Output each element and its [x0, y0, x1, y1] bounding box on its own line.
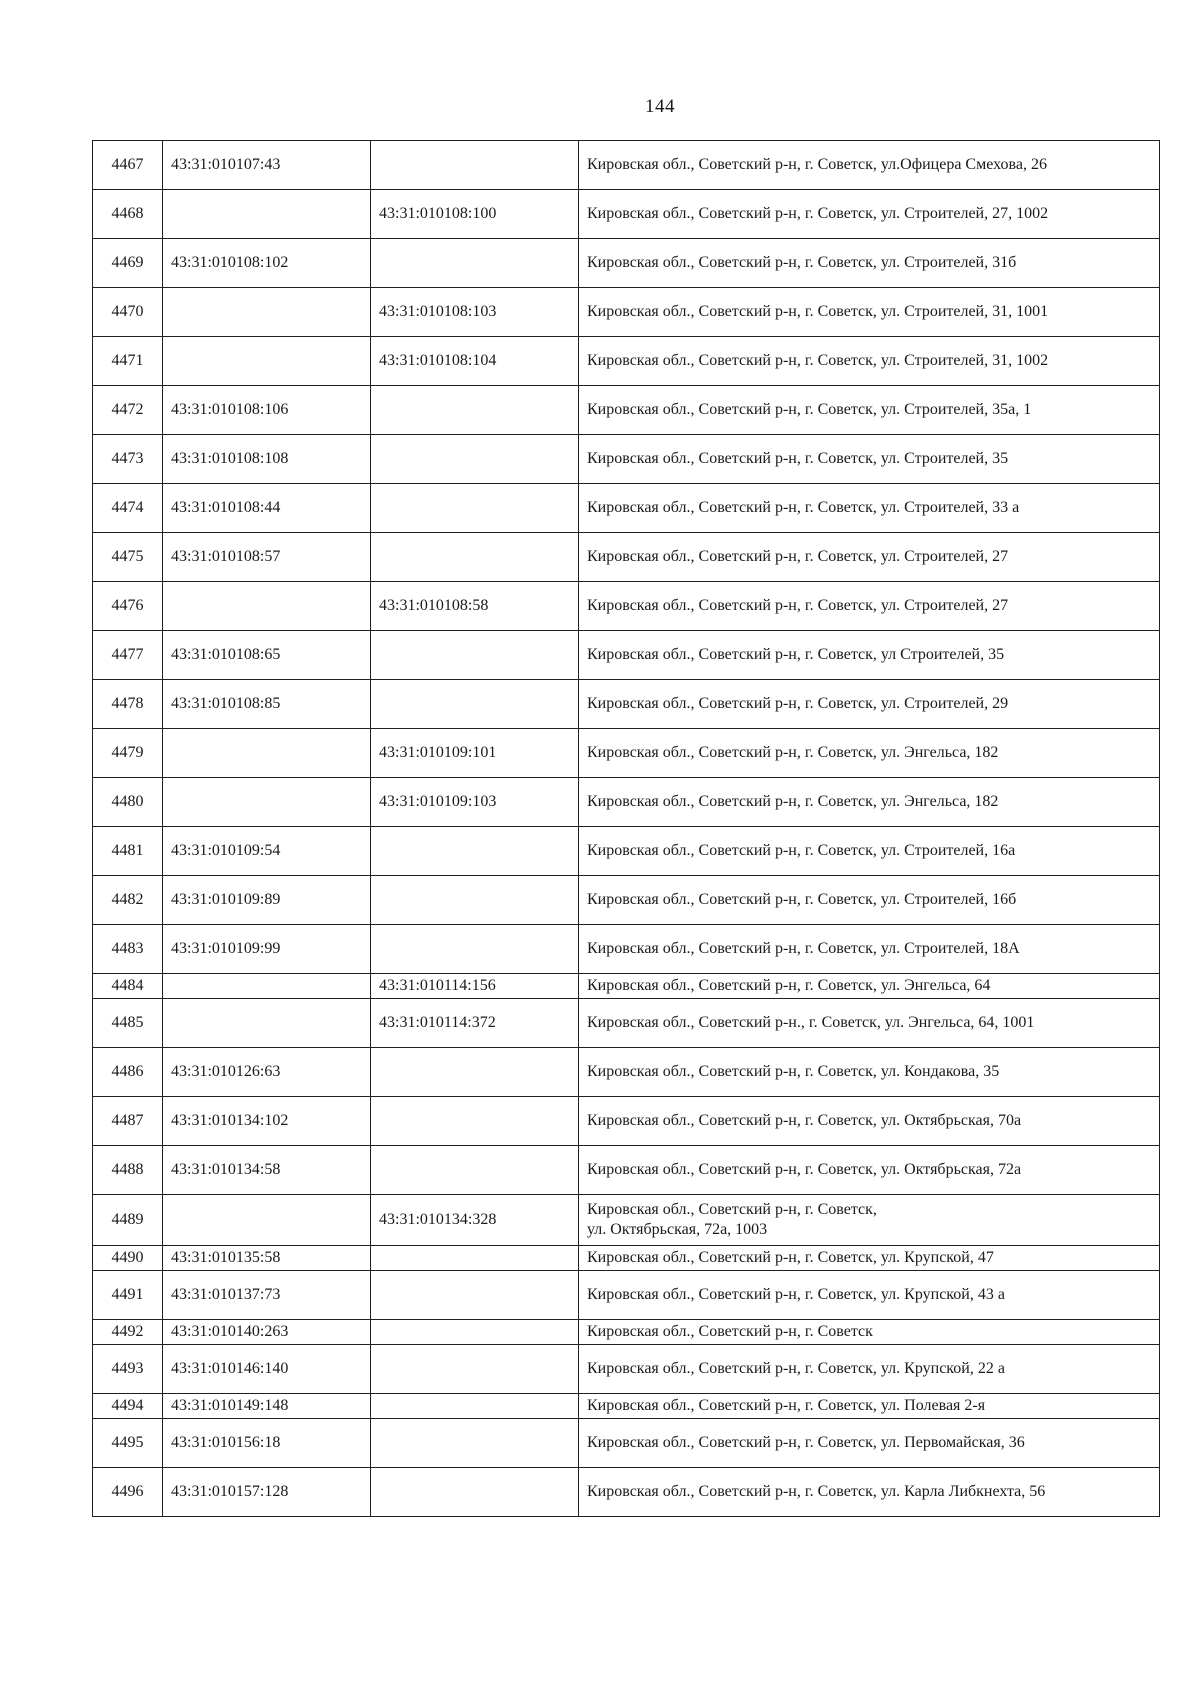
- row-number-cell: 4477: [93, 631, 163, 680]
- address-cell: Кировская обл., Советский р-н, г. Советск, ул. Строителей, 33 а: [579, 484, 1160, 533]
- table-row: [93, 1097, 1160, 1146]
- plot-cadastral-number-cell: 43:31:010109:99: [163, 925, 371, 974]
- row-number-cell: 4481: [93, 827, 163, 876]
- address-cell: Кировская обл., Советский р-н, г. Советск, ул. Крупской, 47: [579, 1246, 1160, 1271]
- building-cadastral-number-cell: [371, 1468, 579, 1517]
- row-number-cell: 4496: [93, 1468, 163, 1517]
- table-row: [93, 1419, 1160, 1468]
- building-cadastral-number-cell: [371, 484, 579, 533]
- table-row: [93, 141, 1160, 190]
- building-cadastral-number-cell: [371, 1246, 579, 1271]
- table-row: [93, 974, 1160, 999]
- plot-cadastral-number-cell: [163, 288, 371, 337]
- plot-cadastral-number-cell: 43:31:010108:85: [163, 680, 371, 729]
- address-cell: Кировская обл., Советский р-н, г. Советск, ул. Первомайская, 36: [579, 1419, 1160, 1468]
- address-cell: Кировская обл., Советский р-н, г. Советск, ул. Строителей, 16а: [579, 827, 1160, 876]
- page-number: 144: [645, 96, 675, 117]
- row-number-cell: 4470: [93, 288, 163, 337]
- row-number-cell: 4476: [93, 582, 163, 631]
- row-number-cell: 4492: [93, 1320, 163, 1345]
- building-cadastral-number-cell: [371, 631, 579, 680]
- row-number-cell: 4479: [93, 729, 163, 778]
- building-cadastral-number-cell: [371, 1146, 579, 1195]
- table-row: [93, 190, 1160, 239]
- table-row: [93, 876, 1160, 925]
- registry-table-body: [93, 141, 1160, 1517]
- row-number-cell: 4488: [93, 1146, 163, 1195]
- plot-cadastral-number-cell: 43:31:010108:65: [163, 631, 371, 680]
- row-number-cell: 4480: [93, 778, 163, 827]
- table-row: [93, 999, 1160, 1048]
- row-number-cell: 4490: [93, 1246, 163, 1271]
- table-row: [93, 1246, 1160, 1271]
- address-cell: Кировская обл., Советский р-н, г. Советск, ул. Полевая 2-я: [579, 1394, 1160, 1419]
- row-number-cell: 4489: [93, 1195, 163, 1246]
- building-cadastral-number-cell: [371, 1271, 579, 1320]
- row-number-cell: 4469: [93, 239, 163, 288]
- table-row: [93, 337, 1160, 386]
- table-row: [93, 239, 1160, 288]
- plot-cadastral-number-cell: [163, 974, 371, 999]
- cadastral-registry-table: [92, 140, 1160, 1517]
- plot-cadastral-number-cell: 43:31:010134:102: [163, 1097, 371, 1146]
- table-row: [93, 631, 1160, 680]
- plot-cadastral-number-cell: [163, 778, 371, 827]
- building-cadastral-number-cell: [371, 1345, 579, 1394]
- address-cell: Кировская обл., Советский р-н, г. Советск, ул. Кондакова, 35: [579, 1048, 1160, 1097]
- address-cell: Кировская обл., Советский р-н., г. Советск, ул. Энгельса, 64, 1001: [579, 999, 1160, 1048]
- address-cell: Кировская обл., Советский р-н, г. Советск, ул. Крупской, 43 а: [579, 1271, 1160, 1320]
- row-number-cell: 4478: [93, 680, 163, 729]
- row-number-cell: 4495: [93, 1419, 163, 1468]
- plot-cadastral-number-cell: [163, 582, 371, 631]
- table-row: [93, 386, 1160, 435]
- table-row: [93, 1048, 1160, 1097]
- address-cell: Кировская обл., Советский р-н, г. Советск, ул. Строителей, 27, 1002: [579, 190, 1160, 239]
- row-number-cell: 4487: [93, 1097, 163, 1146]
- building-cadastral-number-cell: [371, 141, 579, 190]
- building-cadastral-number-cell: 43:31:010109:103: [371, 778, 579, 827]
- plot-cadastral-number-cell: 43:31:010108:106: [163, 386, 371, 435]
- plot-cadastral-number-cell: 43:31:010126:63: [163, 1048, 371, 1097]
- table-row: [93, 1146, 1160, 1195]
- building-cadastral-number-cell: [371, 239, 579, 288]
- address-cell: Кировская обл., Советский р-н, г. Советск, ул. Строителей, 18А: [579, 925, 1160, 974]
- row-number-cell: 4484: [93, 974, 163, 999]
- table-row: [93, 1320, 1160, 1345]
- address-cell: Кировская обл., Советский р-н, г. Советск, ул. Строителей, 31, 1001: [579, 288, 1160, 337]
- row-number-cell: 4472: [93, 386, 163, 435]
- table-row: [93, 288, 1160, 337]
- table-row: [93, 1195, 1160, 1246]
- row-number-cell: 4475: [93, 533, 163, 582]
- address-cell: Кировская обл., Советский р-н, г. Советск, ул. Энгельса, 182: [579, 729, 1160, 778]
- address-cell: Кировская обл., Советский р-н, г. Советск, ул. Карла Либкнехта, 56: [579, 1468, 1160, 1517]
- plot-cadastral-number-cell: 43:31:010135:58: [163, 1246, 371, 1271]
- building-cadastral-number-cell: [371, 435, 579, 484]
- row-number-cell: 4467: [93, 141, 163, 190]
- address-cell: Кировская обл., Советский р-н, г. Советск, ул. Строителей, 27: [579, 533, 1160, 582]
- row-number-cell: 4482: [93, 876, 163, 925]
- building-cadastral-number-cell: [371, 925, 579, 974]
- row-number-cell: 4486: [93, 1048, 163, 1097]
- plot-cadastral-number-cell: 43:31:010108:108: [163, 435, 371, 484]
- building-cadastral-number-cell: [371, 386, 579, 435]
- plot-cadastral-number-cell: 43:31:010108:102: [163, 239, 371, 288]
- table-row: [93, 1271, 1160, 1320]
- building-cadastral-number-cell: 43:31:010108:104: [371, 337, 579, 386]
- address-cell: Кировская обл., Советский р-н, г. Советск, ул. Октябрьская, 72а, 1003: [579, 1195, 1160, 1246]
- table-row: [93, 533, 1160, 582]
- address-cell: Кировская обл., Советский р-н, г. Советск, ул.Офицера Смехова, 26: [579, 141, 1160, 190]
- plot-cadastral-number-cell: 43:31:010134:58: [163, 1146, 371, 1195]
- building-cadastral-number-cell: 43:31:010134:328: [371, 1195, 579, 1246]
- address-cell: Кировская обл., Советский р-н, г. Советск: [579, 1320, 1160, 1345]
- plot-cadastral-number-cell: 43:31:010109:54: [163, 827, 371, 876]
- plot-cadastral-number-cell: 43:31:010108:44: [163, 484, 371, 533]
- table-row: [93, 484, 1160, 533]
- address-cell: Кировская обл., Советский р-н, г. Советск, ул. Строителей, 31, 1002: [579, 337, 1160, 386]
- building-cadastral-number-cell: 43:31:010108:58: [371, 582, 579, 631]
- plot-cadastral-number-cell: 43:31:010107:43: [163, 141, 371, 190]
- plot-cadastral-number-cell: [163, 1195, 371, 1246]
- table-row: [93, 827, 1160, 876]
- address-cell: Кировская обл., Советский р-н, г. Советск, ул. Строителей, 31б: [579, 239, 1160, 288]
- plot-cadastral-number-cell: [163, 337, 371, 386]
- table-row: [93, 1394, 1160, 1419]
- building-cadastral-number-cell: [371, 1048, 579, 1097]
- address-cell: Кировская обл., Советский р-н, г. Советск, ул. Строителей, 27: [579, 582, 1160, 631]
- plot-cadastral-number-cell: 43:31:010156:18: [163, 1419, 371, 1468]
- row-number-cell: 4493: [93, 1345, 163, 1394]
- address-cell: Кировская обл., Советский р-н, г. Советск, ул. Строителей, 35а, 1: [579, 386, 1160, 435]
- address-cell: Кировская обл., Советский р-н, г. Советск, ул. Крупской, 22 а: [579, 1345, 1160, 1394]
- table-row: [93, 778, 1160, 827]
- building-cadastral-number-cell: [371, 827, 579, 876]
- row-number-cell: 4494: [93, 1394, 163, 1419]
- row-number-cell: 4491: [93, 1271, 163, 1320]
- plot-cadastral-number-cell: [163, 729, 371, 778]
- building-cadastral-number-cell: [371, 533, 579, 582]
- plot-cadastral-number-cell: 43:31:010140:263: [163, 1320, 371, 1345]
- plot-cadastral-number-cell: [163, 999, 371, 1048]
- building-cadastral-number-cell: [371, 876, 579, 925]
- address-cell: Кировская обл., Советский р-н, г. Советск, ул. Энгельса, 182: [579, 778, 1160, 827]
- row-number-cell: 4483: [93, 925, 163, 974]
- building-cadastral-number-cell: 43:31:010114:156: [371, 974, 579, 999]
- address-cell: Кировская обл., Советский р-н, г. Советск, ул. Строителей, 35: [579, 435, 1160, 484]
- address-cell: Кировская обл., Советский р-н, г. Советск, ул. Октябрьская, 70а: [579, 1097, 1160, 1146]
- building-cadastral-number-cell: 43:31:010109:101: [371, 729, 579, 778]
- building-cadastral-number-cell: [371, 1394, 579, 1419]
- table-row: [93, 680, 1160, 729]
- row-number-cell: 4474: [93, 484, 163, 533]
- row-number-cell: 4473: [93, 435, 163, 484]
- plot-cadastral-number-cell: 43:31:010109:89: [163, 876, 371, 925]
- building-cadastral-number-cell: 43:31:010114:372: [371, 999, 579, 1048]
- plot-cadastral-number-cell: 43:31:010149:148: [163, 1394, 371, 1419]
- table-row: [93, 1345, 1160, 1394]
- building-cadastral-number-cell: [371, 1419, 579, 1468]
- table-row: [93, 729, 1160, 778]
- address-cell: Кировская обл., Советский р-н, г. Советск, ул. Энгельса, 64: [579, 974, 1160, 999]
- table-row: [93, 1468, 1160, 1517]
- row-number-cell: 4468: [93, 190, 163, 239]
- table-row: [93, 435, 1160, 484]
- address-cell: Кировская обл., Советский р-н, г. Советск, ул Строителей, 35: [579, 631, 1160, 680]
- plot-cadastral-number-cell: 43:31:010146:140: [163, 1345, 371, 1394]
- row-number-cell: 4485: [93, 999, 163, 1048]
- address-cell: Кировская обл., Советский р-н, г. Советск, ул. Строителей, 16б: [579, 876, 1160, 925]
- table-row: [93, 582, 1160, 631]
- building-cadastral-number-cell: [371, 1320, 579, 1345]
- plot-cadastral-number-cell: [163, 190, 371, 239]
- building-cadastral-number-cell: 43:31:010108:103: [371, 288, 579, 337]
- building-cadastral-number-cell: 43:31:010108:100: [371, 190, 579, 239]
- table-row: [93, 925, 1160, 974]
- building-cadastral-number-cell: [371, 680, 579, 729]
- row-number-cell: 4471: [93, 337, 163, 386]
- plot-cadastral-number-cell: 43:31:010137:73: [163, 1271, 371, 1320]
- plot-cadastral-number-cell: 43:31:010108:57: [163, 533, 371, 582]
- plot-cadastral-number-cell: 43:31:010157:128: [163, 1468, 371, 1517]
- address-cell: Кировская обл., Советский р-н, г. Советск, ул. Октябрьская, 72а: [579, 1146, 1160, 1195]
- building-cadastral-number-cell: [371, 1097, 579, 1146]
- address-cell: Кировская обл., Советский р-н, г. Советск, ул. Строителей, 29: [579, 680, 1160, 729]
